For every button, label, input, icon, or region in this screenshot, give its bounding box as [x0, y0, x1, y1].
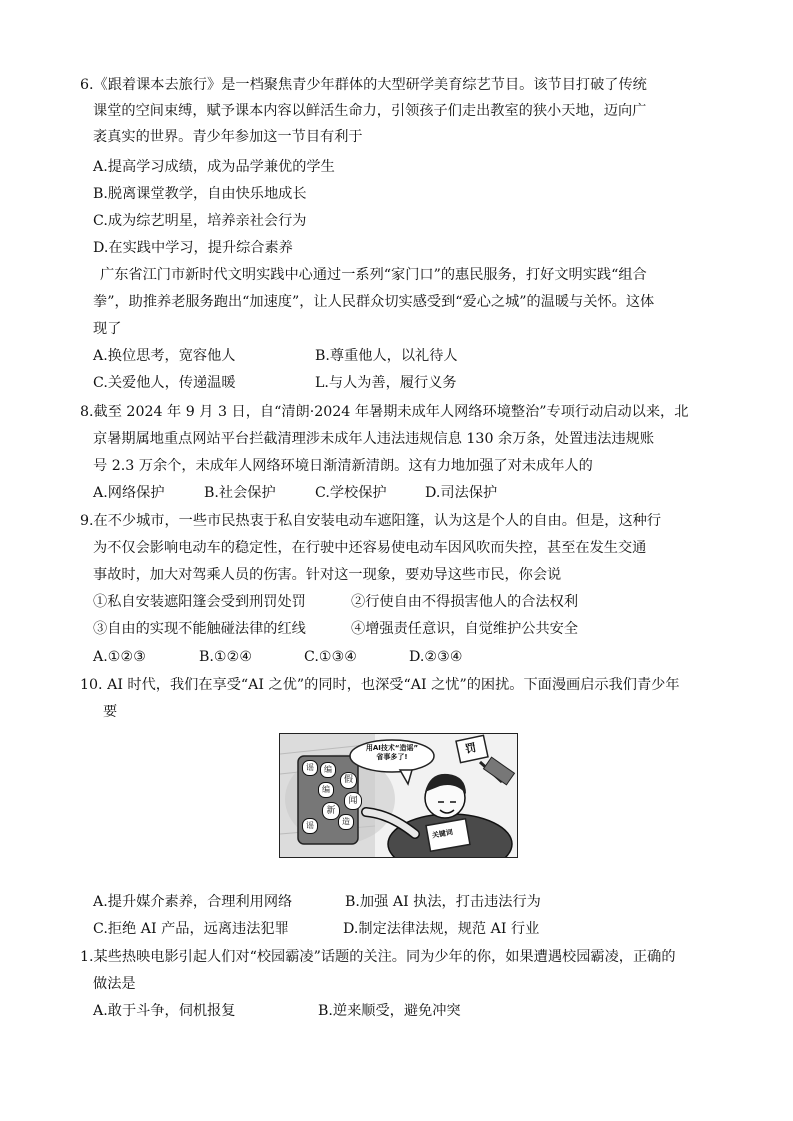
speech-bubble-line-2: 省事多了! — [376, 753, 408, 761]
cartoon-speech-bubble — [356, 744, 428, 762]
q10-stem-line-1: 10. AI 时代，我们在享受“AI 之优”的同时，也深受“AI 之忧”的困扰。下面漫画启示我们青少年 — [80, 677, 680, 693]
q8-option-a: A.网络保护 — [93, 485, 165, 501]
q9-option-c: C.①③④ — [304, 649, 358, 665]
q9-statement-2: ②行使自由不得损害他人的合法权利 — [351, 594, 579, 610]
rumor-word-bubble: 闻 — [344, 792, 362, 810]
q6-stem-line-3: 袤真实的世界。青少年参加这一节目有利于 — [93, 129, 363, 145]
q7-option-b: B.尊重他人，以礼待人 — [315, 348, 458, 364]
q11-stem-line-2: 做法是 — [93, 976, 136, 992]
q9-stem-line-2: 为不仅会影响电动车的稳定性，在行驶中还容易使电动车因风吹而失控，甚至在发生交通 — [93, 540, 647, 556]
rumor-word-bubble: 编 — [318, 782, 334, 798]
q10-option-c: C.拒绝 AI 产品，远离违法犯罪 — [93, 921, 289, 937]
q9-option-d: D.②③④ — [409, 649, 463, 665]
q8-option-c: C.学校保护 — [315, 485, 387, 501]
q11-stem-line-1: 1.某些热映电影引起人们对“校园霸凌”话题的关注。同为少年的你，如果遭遇校园霸凌，正确的 — [80, 949, 676, 965]
q7-option-d: L.与人为善，履行义务 — [315, 375, 457, 391]
q9-stem-line-1: 9.在不少城市，一些市民热衷于私自安装电动车遮阳篷，认为这是个人的自由。但是，这种行 — [80, 513, 662, 529]
q9-option-b: B.①②④ — [199, 649, 253, 665]
q6-option-b: B.脱离课堂教学，自由快乐地成长 — [93, 186, 307, 202]
q6-option-d: D.在实践中学习，提升综合素养 — [93, 240, 293, 256]
q9-statement-4: ④增强责任意识，自觉维护公共安全 — [351, 621, 579, 637]
q6-stem-line-2: 课堂的空间束缚，赋予课本内容以鲜活生命力，引领孩子们走出教室的狭小天地，迈向广 — [93, 103, 647, 119]
q10-option-b: B.加强 AI 执法，打击违法行为 — [345, 894, 541, 910]
q7-stem-line-2: 拳”，助推养老服务跑出“加速度”，让人民群众切实感受到“爱心之城”的温暖与关怀。这体 — [93, 294, 655, 310]
rumor-word-bubble: 假 — [340, 772, 357, 789]
q11-option-b: B.逆来顺受，避免冲突 — [318, 1003, 461, 1019]
q9-option-a: A.①②③ — [93, 649, 146, 665]
q7-option-c: C.关爱他人，传递温暖 — [93, 375, 236, 391]
q10-option-a: A.提升媒介素养，合理利用网络 — [93, 894, 293, 910]
q6-option-c: C.成为综艺明星，培养亲社会行为 — [93, 213, 307, 229]
rumor-word-bubble: 谣 — [302, 818, 318, 834]
rumor-word-bubble: 新 — [322, 802, 340, 820]
q8-stem-line-1: 8.截至 2024 年 9 月 3 日，自“清朗·2024 年暑期未成年人网络环境整治”专项行动启动以来，北 — [80, 404, 689, 420]
cartoon-keyword-paper: 关键词 — [431, 828, 454, 840]
q10-option-d: D.制定法律法规，规范 AI 行业 — [343, 921, 540, 937]
q8-stem-line-2: 京暑期属地重点网站平台拦截清理涉未成年人违法违规信息 130 余万条，处置违法违规账 — [93, 431, 655, 447]
rumor-word-bubble: 造 — [338, 814, 354, 830]
q11-option-a: A.敢于斗争，伺机报复 — [93, 1003, 236, 1019]
q6-stem-line-1: 6.《跟着课本去旅行》是一档聚焦青少年群体的大型研学美育综艺节目。该节目打破了传统 — [80, 77, 647, 93]
q9-statement-3: ③自由的实现不能触碰法律的红线 — [93, 621, 306, 637]
q9-statement-1: ①私自安装遮阳篷会受到刑罚处罚 — [93, 594, 306, 610]
cartoon-illustration — [279, 733, 518, 858]
q7-stem-line-1: 广东省江门市新时代文明实践中心通过一系列“家门口”的惠民服务，打好文明实践“组合 — [100, 267, 647, 283]
q6-option-a: A.提高学习成绩，成为品学兼优的学生 — [93, 159, 335, 175]
q9-stem-line-3: 事故时，加大对驾乘人员的伤害。针对这一现象，要劝导这些市民，你会说 — [93, 567, 562, 583]
rumor-word-bubble: 编 — [320, 762, 336, 778]
q8-option-d: D.司法保护 — [425, 485, 498, 501]
rumor-word-bubble: 谣 — [302, 760, 318, 776]
q7-stem-line-3: 现了 — [93, 321, 122, 337]
speech-bubble-line-1: 用AI技术“造谣” — [365, 744, 419, 752]
q7-option-a: A.换位思考，宽容他人 — [93, 348, 236, 364]
q8-stem-line-3: 号 2.3 万余个，未成年人网络环境日渐清新清朗。这有力地加强了对未成年人的 — [93, 458, 593, 474]
q8-option-b: B.社会保护 — [204, 485, 276, 501]
q10-stem-line-2: 要 — [103, 704, 118, 720]
cartoon-penalty-sign: 罚 — [463, 740, 478, 756]
